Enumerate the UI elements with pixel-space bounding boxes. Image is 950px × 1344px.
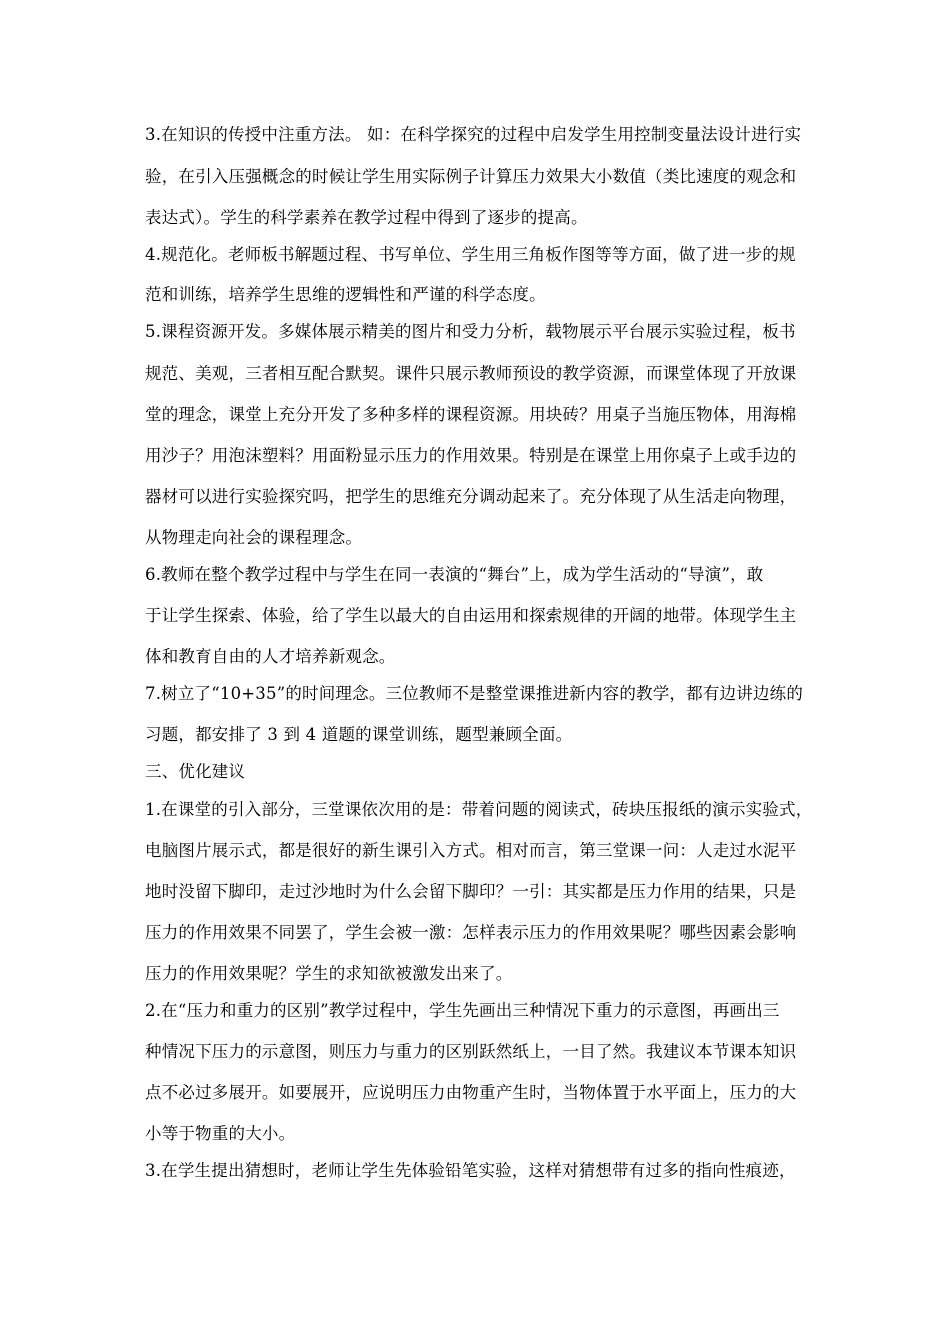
text-line: 7.树立了“10+35”的时间理念。三位教师不是整堂课推进新内容的教学，都有边讲边练的 [145,684,804,703]
text-line: 于让学生探索、体验，给了学生以最大的自由运用和探索规律的开阔的地带。体现学生主 [145,606,797,625]
text-line: 地时没留下脚印，走过沙地时为什么会留下脚印？一引：其实都是压力作用的结果，只是 [145,882,797,901]
text-line: 5.课程资源开发。多媒体展示精美的图片和受力分析，载物展示平台展示实验过程，板书 [145,322,796,341]
text-line: 3.在学生提出猜想时，老师让学生先体验铅笔实验，这样对猜想带有过多的指向性痕迹， [145,1161,796,1180]
text-line: 表达式）。学生的科学素养在教学过程中得到了逐步的提高。 [145,208,588,227]
text-line: 小等于物重的大小。 [145,1124,296,1143]
text-line: 从物理走向社会的课程理念。 [145,528,363,547]
text-line: 3.在知识的传授中注重方法。 如：在科学探究的过程中启发学生用控制变量法设计进行实 [145,125,802,144]
text-line: 压力的作用效果不同罢了，学生会被一激：怎样表示压力的作用效果呢？哪些因素会影响 [145,923,797,942]
section-heading: 三、优化建议 [145,762,246,781]
text-line: 范和训练，培养学生思维的逻辑性和严谨的科学态度。 [145,285,546,304]
text-line: 6.教师在整个教学过程中与学生在同一表演的“舞台”上，成为学生活动的“导演”，敢 [145,565,764,584]
text-line: 种情况下压力的示意图，则压力与重力的区别跃然纸上，一目了然。我建议本节课本知识 [145,1042,797,1061]
text-line: 1.在课堂的引入部分，三堂课依次用的是：带着问题的阅读式，砖块压报纸的演示实验式， [145,800,813,819]
text-line: 2.在“压力和重力的区别”教学过程中，学生先画出三种情况下重力的示意图，再画出三 [145,1001,780,1020]
text-line: 4.规范化。老师板书解题过程、书写单位、学生用三角板作图等等方面，做了进一步的规 [145,245,796,264]
text-line: 电脑图片展示式，都是很好的新生课引入方式。相对而言，第三堂课一问：人走过水泥平 [145,841,797,860]
text-line: 压力的作用效果呢？学生的求知欲被激发出来了。 [145,964,513,983]
text-line: 验，在引入压强概念的时候让学生用实际例子计算压力效果大小数值（类比速度的观念和 [145,167,797,186]
text-line: 体和教育自由的人才培养新观念。 [145,647,396,666]
text-line: 规范、美观，三者相互配合默契。课件只展示教师预设的教学资源，而课堂体现了开放课 [145,364,797,383]
text-line: 堂的理念，课堂上充分开发了多种多样的课程资源。用块砖？用桌子当施压物体，用海棉 [145,405,797,424]
text-line: 习题，都安排了 3 到 4 道题的课堂训练，题型兼顾全面。 [145,725,573,744]
text-line: 点不必过多展开。如要展开，应说明压力由物重产生时，当物体置于水平面上，压力的大 [145,1083,797,1102]
text-line: 用沙子？用泡沫塑料？用面粉显示压力的作用效果。特别是在课堂上用你桌子上或手边的 [145,446,797,465]
text-line: 器材可以进行实验探究吗，把学生的思维充分调动起来了。充分体现了从生活走向物理， [145,487,797,506]
